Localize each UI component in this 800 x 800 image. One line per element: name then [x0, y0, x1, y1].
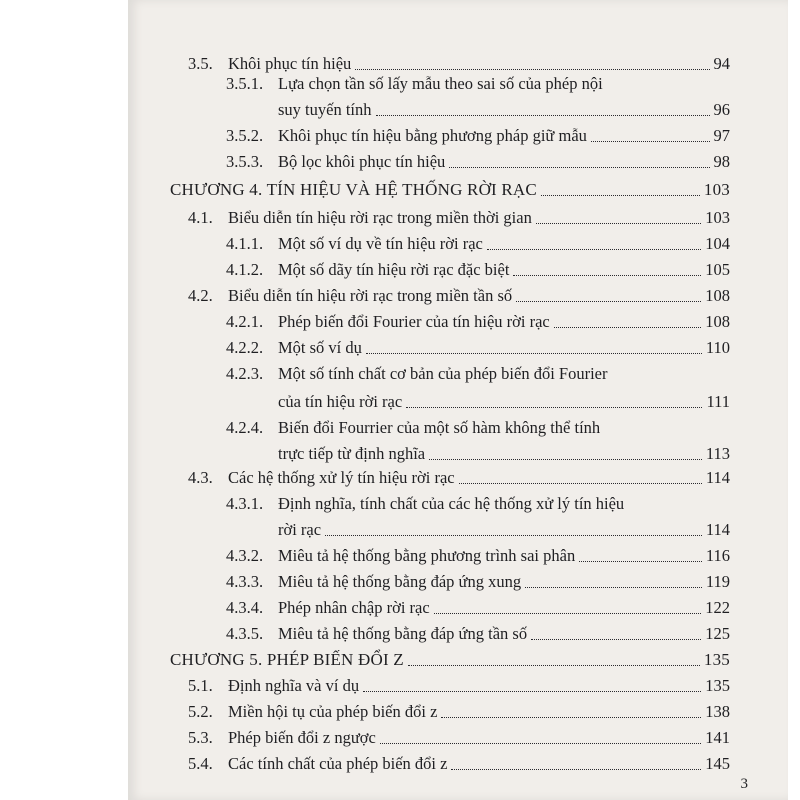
- dot-leader: [366, 353, 702, 354]
- toc-entry-page: 98: [713, 152, 730, 171]
- toc-entry-number: 4.1.2.: [226, 260, 264, 279]
- toc-entry-title: Phép biến đổi z ngược: [228, 728, 376, 747]
- toc-entry-page: 135: [705, 676, 730, 695]
- toc-entry-continuation: [128, 442, 748, 466]
- dot-leader: [325, 535, 702, 536]
- dot-leader: [459, 483, 702, 484]
- dot-leader: [363, 691, 701, 692]
- toc-entry-page: 141: [705, 728, 730, 747]
- dot-leader: [591, 141, 710, 142]
- toc-entry[interactable]: [128, 596, 748, 620]
- toc-chapter-entry[interactable]: [128, 648, 748, 672]
- toc-entry-continuation: [128, 98, 748, 122]
- toc-entry[interactable]: [128, 310, 748, 334]
- toc-entry-title: Biến đổi Fourrier của một số hàm không thể tính: [278, 418, 601, 437]
- toc-entry-title: Một số ví dụ: [278, 338, 362, 357]
- dot-leader: [541, 195, 700, 196]
- toc-entry-title: Phép biến đổi Fourier của tín hiệu rời rạc: [278, 312, 550, 331]
- toc-entry-continuation: [128, 390, 748, 414]
- toc-entry[interactable]: [128, 232, 748, 256]
- toc-entry-title: Một số tính chất cơ bản của phép biến đổi Fourier: [278, 364, 608, 383]
- dot-leader: [531, 639, 701, 640]
- dot-leader: [536, 223, 701, 224]
- toc-entry[interactable]: [128, 124, 748, 148]
- toc-entry-page: 135: [703, 650, 730, 669]
- dot-leader: [516, 301, 701, 302]
- toc-entry-page: 96: [713, 100, 730, 119]
- toc-entry-number: 3.5.3.: [226, 152, 264, 171]
- toc-entry[interactable]: [128, 622, 748, 646]
- toc-entry-page: 145: [705, 754, 730, 773]
- toc-entry[interactable]: [128, 570, 748, 594]
- dot-leader: [513, 275, 701, 276]
- toc-entry-number: 5.4.: [188, 754, 213, 773]
- toc-entry-page: 138: [705, 702, 730, 721]
- toc-entry-title: Các hệ thống xử lý tín hiệu rời rạc: [228, 468, 455, 487]
- toc-entry-title: Khôi phục tín hiệu: [228, 54, 352, 73]
- toc-entry-number: 4.3.3.: [226, 572, 264, 591]
- toc-entry-number: 3.5.1.: [226, 74, 264, 93]
- toc-entry-page: 110: [705, 338, 730, 357]
- toc-entry-title: Biểu diễn tín hiệu rời rạc trong miền tần số: [228, 286, 513, 305]
- toc-entry-title: Phép nhân chập rời rạc: [278, 598, 430, 617]
- toc-entry-number: 4.3.2.: [226, 546, 264, 565]
- toc-entry-page: 116: [705, 546, 730, 565]
- toc-entry-title: Biểu diễn tín hiệu rời rạc trong miền thời gian: [228, 208, 532, 227]
- dot-leader: [355, 69, 710, 70]
- toc-entry-page: 97: [713, 126, 730, 145]
- toc-entry-page: 108: [705, 312, 730, 331]
- toc-entry-page: 111: [706, 392, 730, 411]
- dot-leader: [408, 665, 700, 666]
- toc-entry-page: 94: [713, 54, 730, 73]
- toc-entry-page: 104: [705, 234, 730, 253]
- dot-leader: [525, 587, 702, 588]
- toc-entry-number: 5.1.: [188, 676, 213, 695]
- toc-entry-number: 4.2.4.: [226, 418, 264, 437]
- toc-entry-number: 5.2.: [188, 702, 213, 721]
- toc-entry-title: Một số ví dụ về tín hiệu rời rạc: [278, 234, 483, 253]
- dot-leader: [429, 459, 702, 460]
- toc-entry-page: 103: [703, 180, 730, 199]
- dot-leader: [451, 769, 701, 770]
- toc-entry[interactable]: [128, 206, 748, 230]
- dot-leader: [441, 717, 701, 718]
- toc-entry-number: 4.3.: [188, 468, 213, 487]
- toc-chapter-entry[interactable]: [128, 178, 748, 202]
- toc-entry[interactable]: [128, 466, 748, 490]
- toc-entry-title-continued: suy tuyến tính: [278, 100, 372, 119]
- toc-entry-title: Bộ lọc khôi phục tín hiệu: [278, 152, 446, 171]
- toc-entry-page: 105: [705, 260, 730, 279]
- toc-entry[interactable]: [128, 336, 748, 360]
- toc-entry[interactable]: [128, 752, 748, 776]
- toc-entry-page: 108: [705, 286, 730, 305]
- table-of-contents: [128, 0, 788, 800]
- toc-entry-title: Miêu tả hệ thống bằng phương trình sai phân: [278, 546, 576, 565]
- dot-leader: [554, 327, 701, 328]
- toc-entry-page: 103: [705, 208, 730, 227]
- toc-entry-number: 5.3.: [188, 728, 213, 747]
- toc-entry-page: 119: [705, 572, 730, 591]
- toc-entry[interactable]: [128, 544, 748, 568]
- toc-entry-number: 4.2.1.: [226, 312, 264, 331]
- dot-leader: [579, 561, 702, 562]
- toc-entry[interactable]: [128, 726, 748, 750]
- toc-entry[interactable]: [128, 362, 748, 386]
- toc-entry[interactable]: [128, 150, 748, 174]
- toc-entry[interactable]: [128, 284, 748, 308]
- toc-entry-title-continued: trực tiếp từ định nghĩa: [278, 444, 426, 463]
- toc-entry-page: 114: [705, 520, 730, 539]
- toc-entry[interactable]: [128, 416, 748, 440]
- toc-entry-title-continued: của tín hiệu rời rạc: [278, 392, 403, 411]
- toc-entry-number: 4.3.4.: [226, 598, 264, 617]
- dot-leader: [434, 613, 701, 614]
- toc-entry-page: 113: [705, 444, 730, 463]
- page-number: 3: [740, 776, 748, 792]
- toc-entry-page: 114: [705, 468, 730, 487]
- book-page: [128, 0, 788, 800]
- toc-entry-title: CHƯƠNG 5. PHÉP BIẾN ĐỔI Z: [170, 650, 404, 669]
- toc-entry[interactable]: [128, 258, 748, 282]
- toc-entry-number: 4.2.: [188, 286, 213, 305]
- toc-entry-number: 3.5.: [188, 54, 213, 73]
- toc-entry-number: 4.2.3.: [226, 364, 264, 383]
- toc-entry-title: Miêu tả hệ thống bằng đáp ứng tần số: [278, 624, 528, 643]
- toc-entry-page: 125: [705, 624, 730, 643]
- toc-entry-title-continued: rời rạc: [278, 520, 322, 539]
- toc-entry-title: Miền hội tụ của phép biến đổi z: [228, 702, 438, 721]
- toc-entry-title: Lựa chọn tần số lấy mẫu theo sai số của phép nội: [278, 74, 603, 93]
- toc-entry-title: Một số dãy tín hiệu rời rạc đặc biệt: [278, 260, 510, 279]
- toc-entry-number: 4.3.1.: [226, 494, 264, 513]
- toc-entry-number: 4.3.5.: [226, 624, 264, 643]
- toc-entry[interactable]: [128, 492, 748, 516]
- toc-entry[interactable]: [128, 700, 748, 724]
- dot-leader: [406, 407, 702, 408]
- toc-entry-page: 122: [705, 598, 730, 617]
- toc-entry-number: 4.2.2.: [226, 338, 264, 357]
- toc-entry-number: 4.1.1.: [226, 234, 264, 253]
- dot-leader: [487, 249, 701, 250]
- toc-entry[interactable]: [128, 674, 748, 698]
- toc-entry-title: Các tính chất của phép biến đổi z: [228, 754, 448, 773]
- toc-entry[interactable]: [128, 72, 748, 96]
- dot-leader: [449, 167, 710, 168]
- dot-leader: [376, 115, 710, 116]
- dot-leader: [380, 743, 701, 744]
- toc-entry-title: Định nghĩa, tính chất của các hệ thống xử lý tín hiệu: [278, 494, 625, 513]
- toc-entry-title: Miêu tả hệ thống bằng đáp ứng xung: [278, 572, 522, 591]
- toc-entry-continuation: [128, 518, 748, 542]
- toc-entry-number: 4.1.: [188, 208, 213, 227]
- toc-entry-title: Định nghĩa và ví dụ: [228, 676, 360, 695]
- toc-entry-number: 3.5.2.: [226, 126, 264, 145]
- toc-entry-title: Khôi phục tín hiệu bằng phương pháp giữ mẫu: [278, 126, 587, 145]
- toc-entry-title: CHƯƠNG 4. TÍN HIỆU VÀ HỆ THỐNG RỜI RẠC: [170, 180, 537, 199]
